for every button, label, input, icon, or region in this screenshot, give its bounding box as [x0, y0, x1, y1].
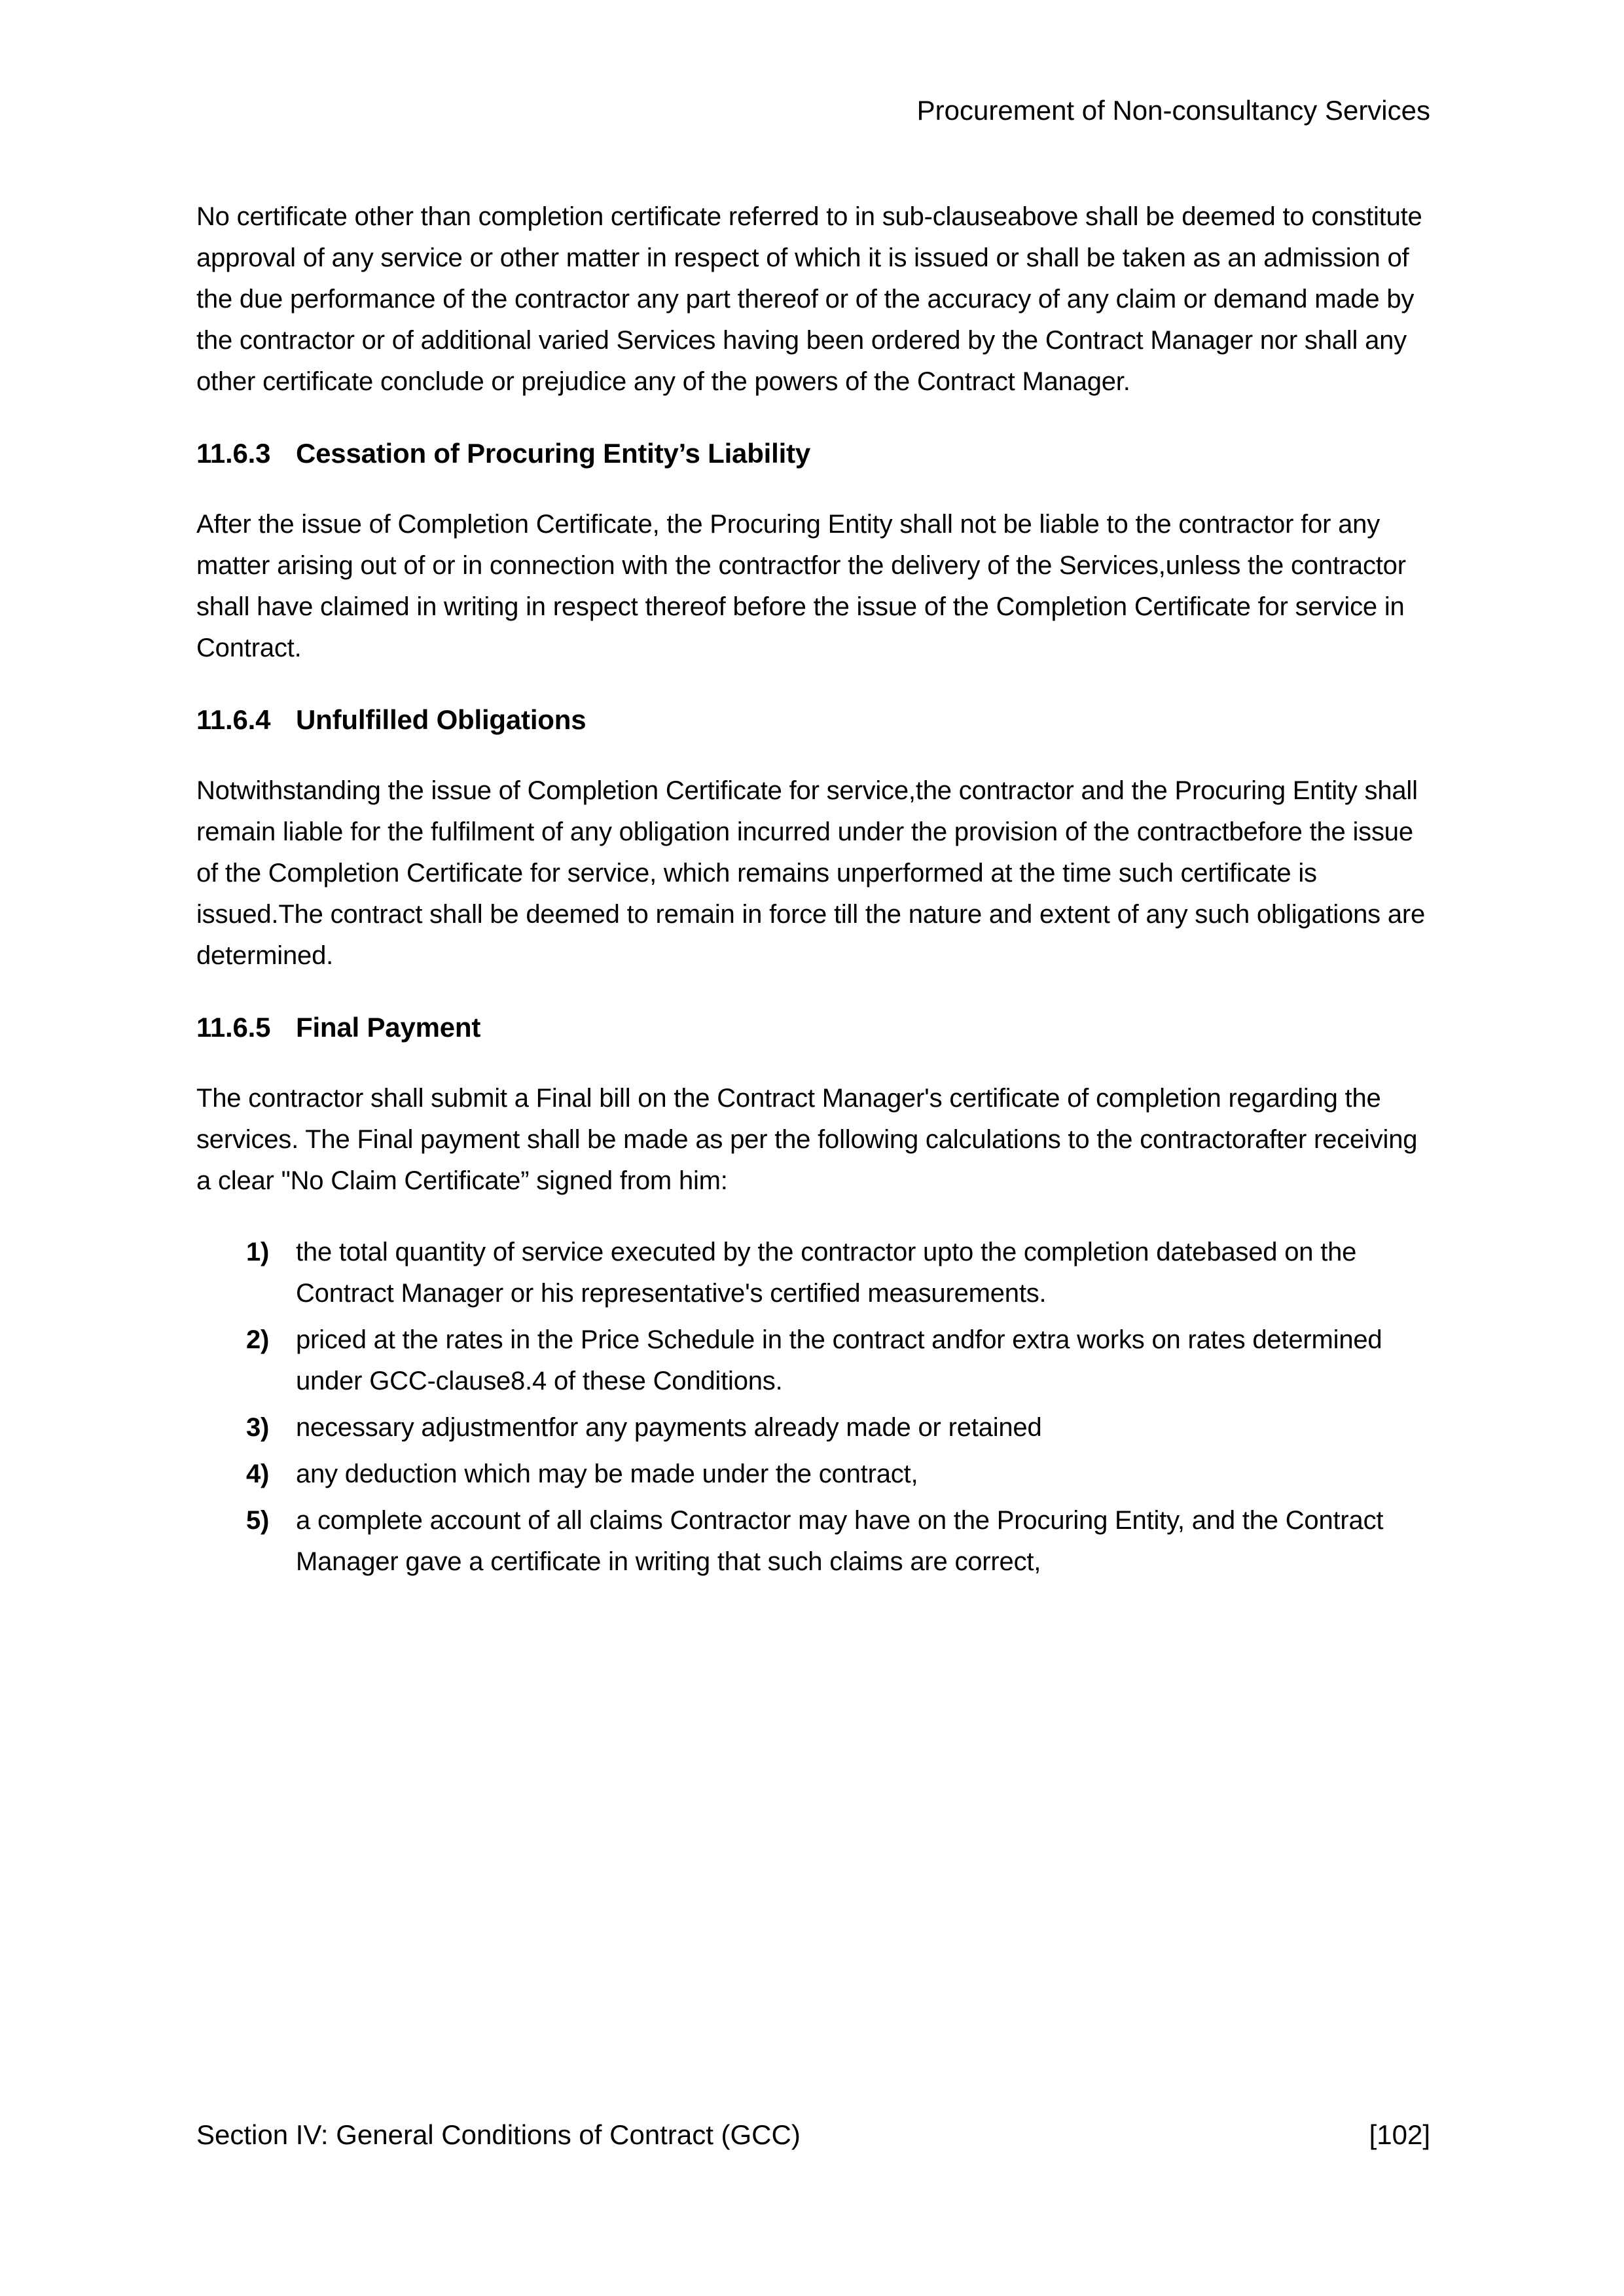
list-item-text: any deduction which may be made under the contract,	[296, 1460, 918, 1488]
list-item-number: 4)	[246, 1460, 270, 1488]
section-title: Final Payment	[296, 1012, 481, 1043]
list-item-number: 2)	[246, 1325, 270, 1354]
final-payment-list	[196, 1232, 1434, 1583]
paragraph-cessation-body: After the issue of Completion Certificate, the Procuring Entity shall not be liable to the contractor for any matter arising out of or in connection with the contractfor the delivery of the Services,unless the contractor shall have claimed in writing in respect thereof before the issue of the Completion Certificate for service in Contract.	[196, 510, 1406, 662]
footer-page-number: [102]	[1369, 2119, 1430, 2150]
list-item-text: priced at the rates in the Price Schedule in the contract andfor extra works on rates determined under GCC-clause8.4 of these Conditions.	[296, 1325, 1382, 1395]
list-item-number: 5)	[246, 1506, 270, 1535]
list-item-number: 3)	[246, 1413, 270, 1442]
list-item-number: 1)	[246, 1238, 270, 1266]
list-item-text: necessary adjustmentfor any payments already made or retained	[296, 1413, 1042, 1442]
paragraph-no-certificate: No certificate other than completion certificate referred to in sub-clauseabove shall be deemed to constitute approval of any service or other matter in respect of which it is issued or shall be taken as an admission of the due performance of the contractor any part thereof or of the accuracy of any claim or demand made by the contractor or of additional varied Services having been ordered by the Contract Manager nor shall any other certificate conclude or prejudice any of the powers of the Contract Manager.	[196, 202, 1422, 396]
header-title: Procurement of Non-consultancy Services	[916, 95, 1430, 126]
section-number: 11.6.5	[196, 1012, 271, 1043]
section-heading-unfulfilled	[196, 699, 1434, 740]
page-footer	[196, 2118, 1430, 2152]
section-title: Unfulfilled Obligations	[296, 704, 586, 735]
list-item	[196, 1454, 1434, 1495]
list-item-text: the total quantity of service executed by the contractor upto the completion datebased on the Contract Manager or his representative's certified measurements.	[296, 1238, 1357, 1308]
paragraph-final-payment-body: The contractor shall submit a Final bill on the Contract Manager's certificate of completion regarding the services. The Final payment shall be made as per the following calculations to the contractorafter receiving a clear "No Claim Certificate” signed from him:	[196, 1084, 1418, 1195]
list-item	[196, 1232, 1434, 1314]
list-item	[196, 1319, 1434, 1402]
document-content	[196, 196, 1434, 1588]
page-header	[196, 94, 1430, 128]
list-item	[196, 1407, 1434, 1448]
section-heading-cessation	[196, 433, 1434, 474]
footer-section-label: Section IV: General Conditions of Contract (GCC)	[196, 2119, 801, 2150]
paragraph-unfulfilled-body: Notwithstanding the issue of Completion Certificate for service,the contractor and the Procuring Entity shall remain liable for the fulfilment of any obligation incurred under the provision of the contractbefore the issue of the Completion Certificate for service, which remains unperformed at the time such certificate is issued.The contract shall be deemed to remain in force till the nature and extent of any such obligations are determined.	[196, 776, 1426, 970]
section-title: Cessation of Procuring Entity’s Liability	[296, 438, 811, 469]
section-heading-final-payment	[196, 1007, 1434, 1048]
section-number: 11.6.4	[196, 704, 271, 735]
section-number: 11.6.3	[196, 438, 271, 469]
list-item	[196, 1500, 1434, 1583]
list-item-text: a complete account of all claims Contractor may have on the Procuring Entity, and the Contract Manager gave a certificate in writing that such claims are correct,	[296, 1506, 1384, 1576]
